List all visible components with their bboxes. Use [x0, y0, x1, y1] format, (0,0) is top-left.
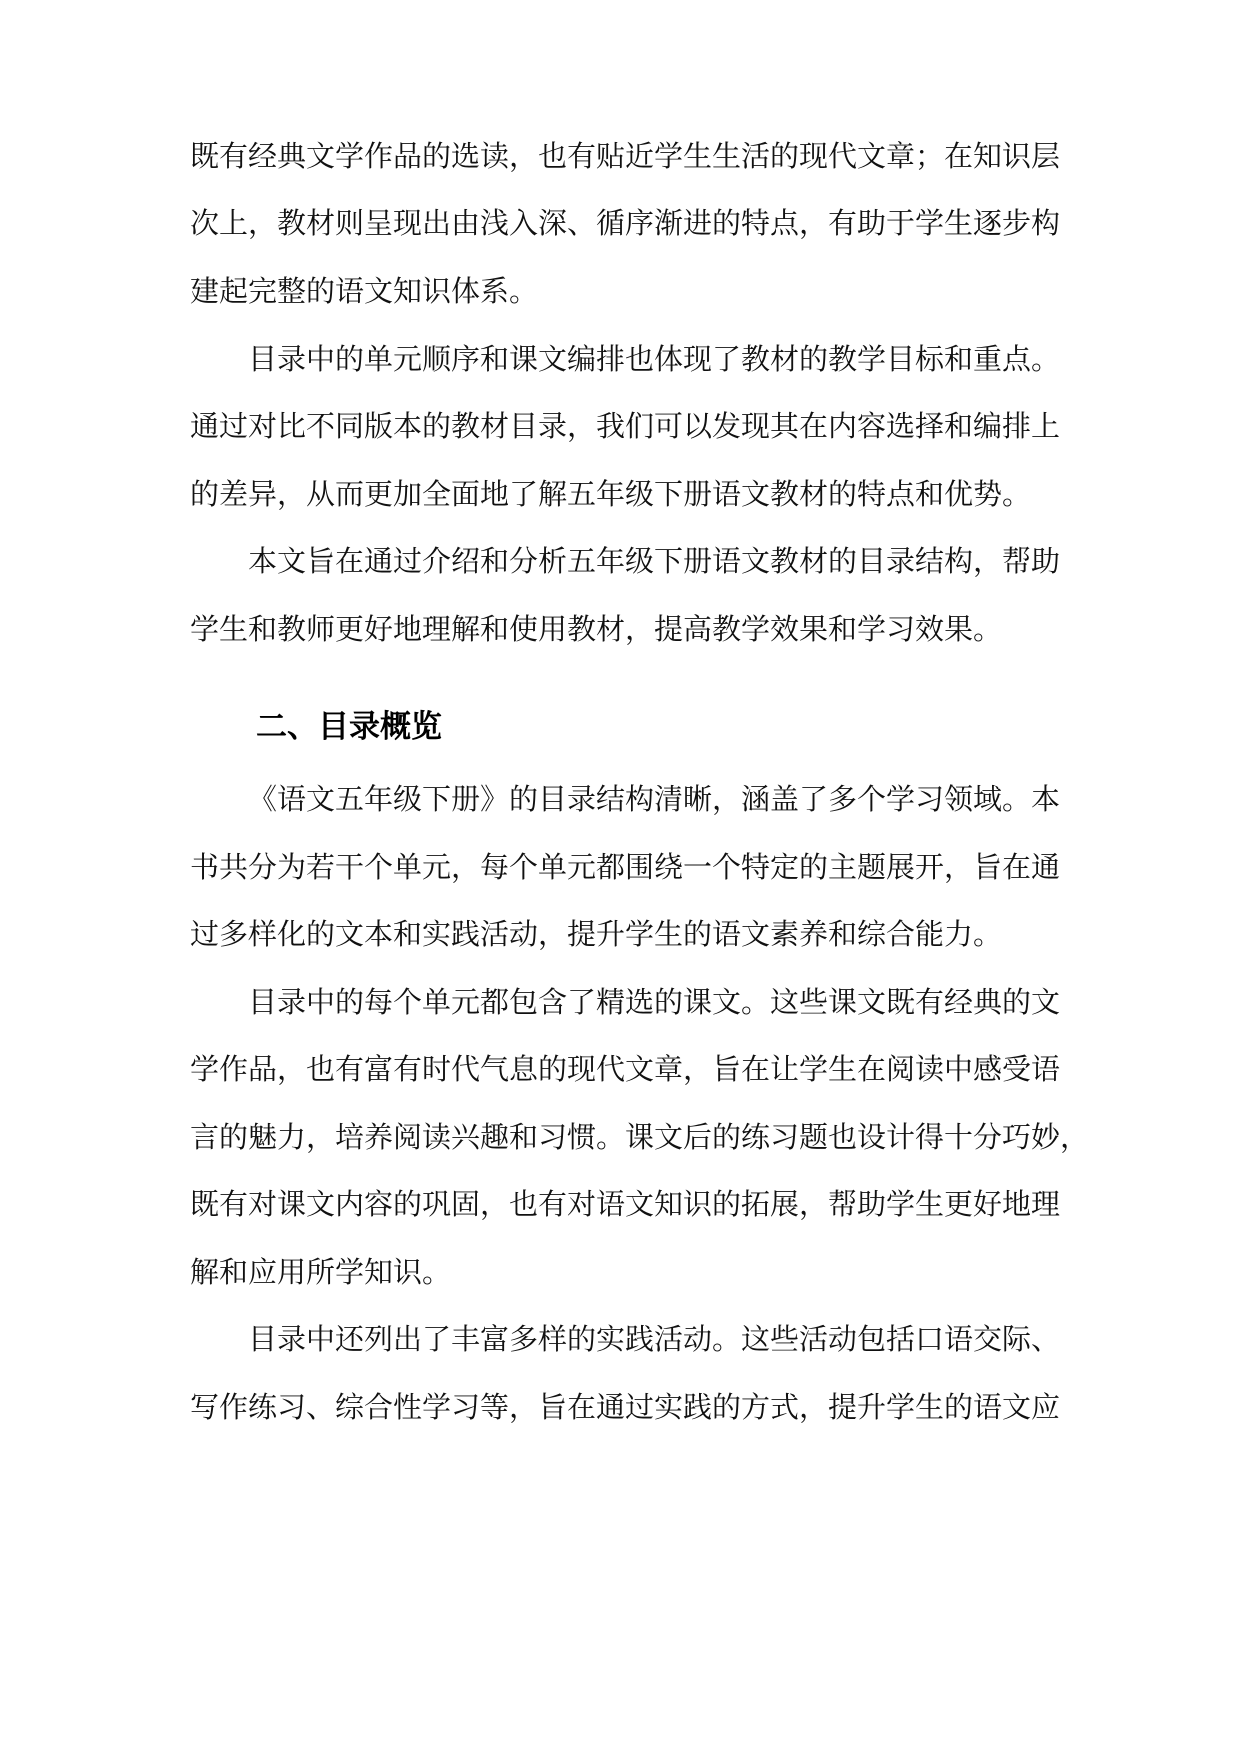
paragraph-3-line-2: 学生和教师更好地理解和使用教材，提高教学效果和学习效果。: [190, 612, 1003, 646]
section-paragraph-1-line-2: 书共分为若干个单元，每个单元都围绕一个特定的主题展开，旨在通: [190, 850, 1061, 884]
section-paragraph-2-line-1: 目录中的每个单元都包含了精选的课文。这些课文既有经典的文: [248, 985, 1061, 1019]
paragraph-1-line-3: 建起完整的语文知识体系。: [190, 274, 539, 308]
section-paragraph-3-line-2: 写作练习、综合性学习等，旨在通过实践的方式，提升学生的语文应: [190, 1390, 1061, 1424]
section-paragraph-1-line-1: 《语文五年级下册》的目录结构清晰，涵盖了多个学习领域。本: [248, 782, 1061, 816]
paragraph-1-line-1: 既有经典文学作品的选读，也有贴近学生生活的现代文章；在知识层: [190, 139, 1061, 173]
section-heading: 二、目录概览: [256, 709, 442, 745]
section-paragraph-2-line-5: 解和应用所学知识。: [190, 1255, 452, 1289]
section-paragraph-1-line-3: 过多样化的文本和实践活动，提升学生的语文素养和综合能力。: [190, 917, 1003, 951]
section-paragraph-2-line-4: 既有对课文内容的巩固，也有对语文知识的拓展，帮助学生更好地理: [190, 1187, 1061, 1221]
section-paragraph-3-line-1: 目录中还列出了丰富多样的实践活动。这些活动包括口语交际、: [248, 1322, 1061, 1356]
paragraph-3-line-1: 本文旨在通过介绍和分析五年级下册语文教材的目录结构，帮助: [248, 544, 1061, 578]
section-paragraph-2-line-2: 学作品，也有富有时代气息的现代文章，旨在让学生在阅读中感受语: [190, 1052, 1061, 1086]
paragraph-1-line-2: 次上，教材则呈现出由浅入深、循序渐进的特点，有助于学生逐步构: [190, 206, 1061, 240]
paragraph-2-line-1: 目录中的单元顺序和课文编排也体现了教材的教学目标和重点。: [248, 342, 1061, 376]
section-paragraph-2-line-3: 言的魅力，培养阅读兴趣和习惯。课文后的练习题也设计得十分巧妙，: [190, 1120, 1090, 1154]
paragraph-2-line-3: 的差异，从而更加全面地了解五年级下册语文教材的特点和优势。: [190, 477, 1032, 511]
paragraph-2-line-2: 通过对比不同版本的教材目录，我们可以发现其在内容选择和编排上: [190, 409, 1061, 443]
